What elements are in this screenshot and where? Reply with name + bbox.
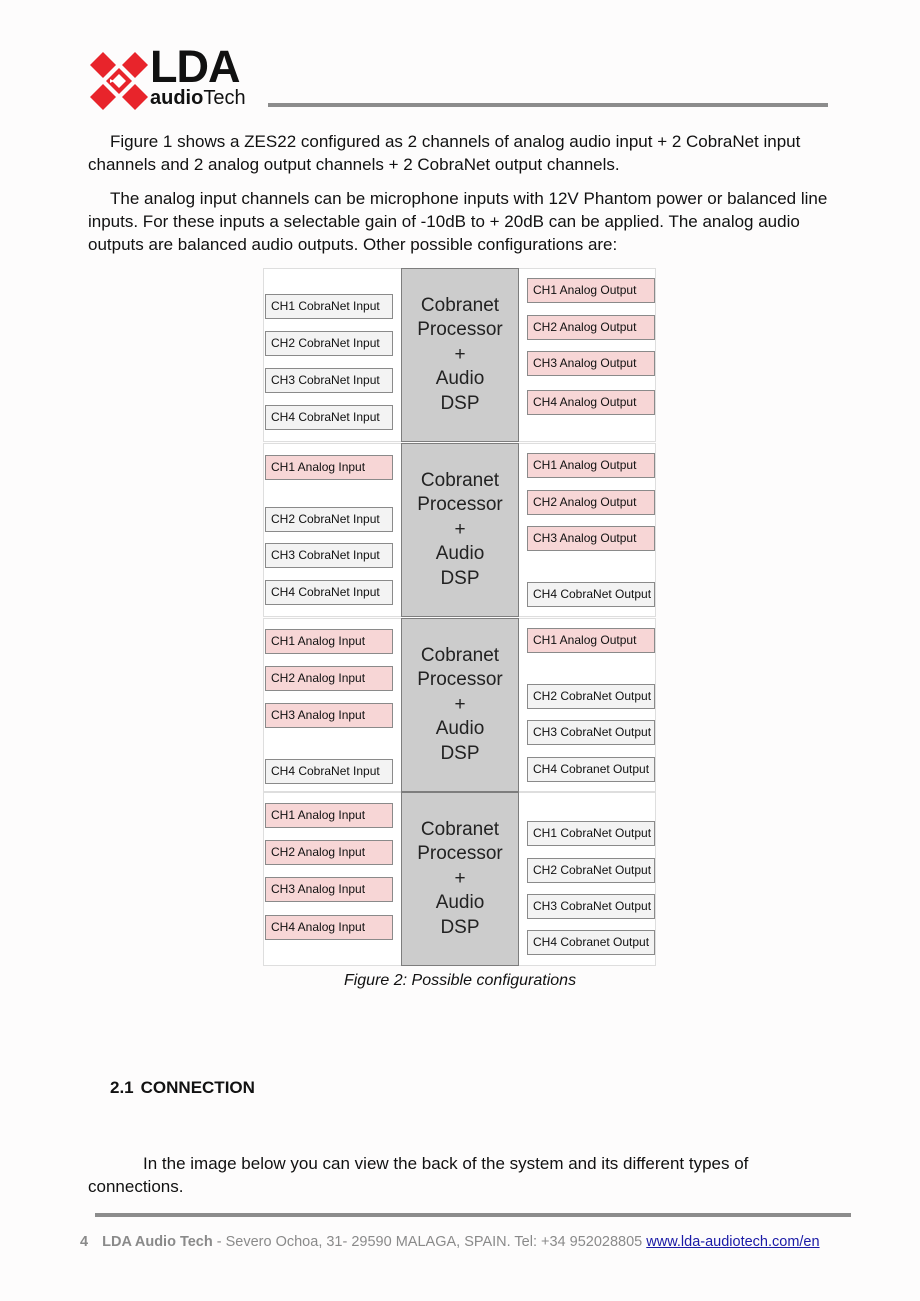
output-channel: CH3 CobraNet Output <box>527 720 655 745</box>
input-channel: CH1 Analog Input <box>265 455 393 480</box>
logo-subtitle-rest: Tech <box>203 87 246 109</box>
figure-caption: Figure 2: Possible configurations <box>343 972 577 989</box>
processor-label-line: + <box>454 343 466 365</box>
paragraph-connection <box>88 1152 836 1198</box>
processor-label-line: Audio <box>435 718 485 740</box>
input-channel: CH3 CobraNet Input <box>265 543 393 568</box>
processor-label-line: DSP <box>440 392 480 414</box>
output-channel: CH4 Cobranet Output <box>527 930 655 955</box>
input-channel: CH2 Analog Input <box>265 840 393 865</box>
section-title: CONNECTION <box>140 1078 255 1097</box>
output-channel: CH3 CobraNet Output <box>527 894 655 919</box>
paragraph-analog-text: The analog input channels can be microphone inputs with 12V Phantom power or balanced line inputs. For these inputs a selectable gain of -10dB to + 20dB can be applied. The analog audio outputs are balanced audio outputs. Other possible configurations are: <box>88 189 828 254</box>
input-channel: CH3 CobraNet Input <box>265 368 393 393</box>
footer-rule <box>95 1213 851 1217</box>
input-channel: CH4 CobraNet Input <box>265 759 393 784</box>
logo-subtitle <box>150 87 246 109</box>
output-channel: CH1 Analog Output <box>527 453 655 478</box>
processor-box <box>401 618 519 792</box>
output-channel: CH3 Analog Output <box>527 351 655 376</box>
output-channel: CH1 Analog Output <box>527 278 655 303</box>
processor-box <box>401 792 519 966</box>
input-channel: CH1 Analog Input <box>265 803 393 828</box>
input-channel: CH4 CobraNet Input <box>265 580 393 605</box>
processor-label-line: Processor <box>417 669 503 691</box>
input-channel: CH4 CobraNet Input <box>265 405 393 430</box>
config-block <box>263 792 656 966</box>
processor-box <box>401 443 519 617</box>
processor-label-line: DSP <box>440 916 480 938</box>
output-channel: CH4 Cobranet Output <box>527 757 655 782</box>
input-channel: CH4 Analog Input <box>265 915 393 940</box>
paragraph-analog <box>88 187 836 256</box>
paragraph-intro-text: Figure 1 shows a ZES22 configured as 2 channels of analog audio input + 2 CobraNet input channels and 2 analog output channels + 2 CobraNet output channels. <box>88 132 801 174</box>
output-channel: CH1 Analog Output <box>527 628 655 653</box>
processor-label-line: Processor <box>417 494 503 516</box>
configurations-figure <box>263 268 656 966</box>
logo-diamond-icon <box>88 50 150 112</box>
page-number: 4 <box>80 1234 89 1250</box>
logo-wordmark: LDA <box>150 41 240 92</box>
input-channel: CH1 Analog Input <box>265 629 393 654</box>
processor-label-line: Cobranet <box>420 644 500 666</box>
output-channel: CH2 CobraNet Output <box>527 858 655 883</box>
footer-address: - Severo Ochoa, 31- 29590 MALAGA, SPAIN. Tel: +34 952028805 <box>216 1234 643 1250</box>
paragraph-intro <box>88 130 836 176</box>
section-number: 2.1 <box>110 1078 134 1097</box>
header-rule <box>268 103 828 107</box>
processor-label-line: Processor <box>417 319 503 341</box>
processor-label-line: DSP <box>440 742 480 764</box>
lda-logo <box>88 41 268 110</box>
processor-label-line: Audio <box>435 368 485 390</box>
logo-subtitle-bold: audio <box>150 87 204 109</box>
config-block <box>263 443 656 617</box>
footer-company: LDA Audio Tech <box>102 1234 213 1250</box>
processor-label-line: Processor <box>417 843 503 865</box>
input-channel: CH1 CobraNet Input <box>265 294 393 319</box>
processor-label-line: Cobranet <box>420 818 500 840</box>
output-channel: CH3 Analog Output <box>527 526 655 551</box>
input-channel: CH3 Analog Input <box>265 877 393 902</box>
processor-label-line: + <box>454 693 466 715</box>
input-channel: CH2 Analog Input <box>265 666 393 691</box>
processor-label-line: + <box>454 518 466 540</box>
config-block <box>263 268 656 442</box>
output-channel: CH1 CobraNet Output <box>527 821 655 846</box>
processor-label-line: Cobranet <box>420 469 500 491</box>
processor-label-line: Audio <box>435 543 485 565</box>
processor-label-line: + <box>454 867 466 889</box>
processor-label-line: Audio <box>435 892 485 914</box>
output-channel: CH2 Analog Output <box>527 315 655 340</box>
output-channel: CH2 Analog Output <box>527 490 655 515</box>
output-channel: CH4 CobraNet Output <box>527 582 655 607</box>
output-channel: CH2 CobraNet Output <box>527 684 655 709</box>
input-channel: CH3 Analog Input <box>265 703 393 728</box>
config-block <box>263 618 656 792</box>
page-footer <box>80 1233 820 1251</box>
paragraph-connection-text: In the image below you can view the back of the system and its different types of connections. <box>88 1154 749 1196</box>
section-heading <box>110 1077 255 1099</box>
processor-box <box>401 268 519 442</box>
processor-label-line: Cobranet <box>420 294 500 316</box>
output-channel: CH4 Analog Output <box>527 390 655 415</box>
footer-website-link[interactable]: www.lda-audiotech.com/en <box>646 1234 820 1250</box>
input-channel: CH2 CobraNet Input <box>265 507 393 532</box>
input-channel: CH2 CobraNet Input <box>265 331 393 356</box>
processor-label-line: DSP <box>440 567 480 589</box>
